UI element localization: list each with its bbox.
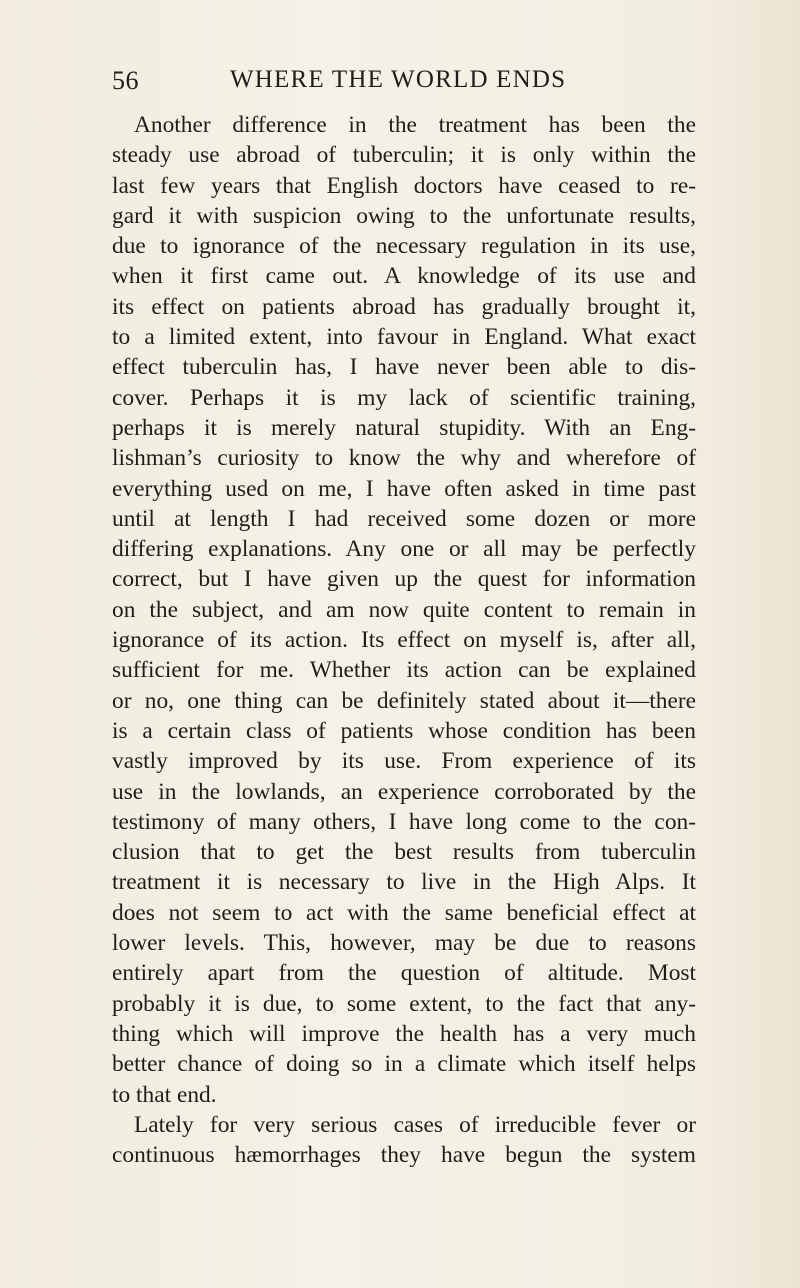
page-number: 56 — [112, 66, 139, 95]
text-line: is a certain class of patients whose condition has been — [112, 717, 696, 744]
text-line: gard it with suspicion owing to the unfortunate results, — [112, 202, 696, 229]
body-text — [112, 110, 696, 1170]
text-line: cover. Perhaps it is my lack of scientific training, — [112, 384, 696, 411]
text-line: Lately for very serious cases of irreducible fever or — [134, 1111, 696, 1138]
text-line: probably it is due, to some extent, to the fact that any- — [112, 990, 696, 1017]
text-line: thing which will improve the health has a very much — [112, 1020, 696, 1047]
text-line: Another difference in the treatment has been the — [134, 112, 696, 138]
text-line: last few years that English doctors have ceased to re- — [112, 172, 696, 199]
text-line: differing explanations. Any one or all may be perfectly — [112, 536, 696, 563]
page-header — [112, 66, 672, 100]
text-line: continuous hæmorrhages they have begun the system — [112, 1142, 696, 1169]
text-line: treatment it is necessary to live in the High Alps. It — [112, 869, 696, 896]
text-line: testimony of many others, I have long come to the con- — [112, 808, 696, 835]
text-line: due to ignorance of the necessary regulation in its use, — [112, 233, 696, 260]
text-line: or no, one thing can be definitely stated about it—there — [112, 687, 696, 714]
text-line: effect tuberculin has, I have never been able to dis- — [112, 354, 696, 381]
text-line: until at length I had received some dozen or more — [112, 505, 696, 532]
text-line: clusion that to get the best results from tuberculin — [112, 839, 696, 866]
text-line: on the subject, and am now quite content to remain in — [112, 596, 696, 623]
text-line: steady use abroad of tuberculin; it is only within the — [112, 142, 696, 169]
text-line: everything used on me, I have often asked in time past — [112, 475, 696, 502]
text-line: entirely apart from the question of altitude. Most — [112, 960, 696, 987]
text-line: does not seem to act with the same beneficial effect at — [112, 899, 696, 926]
text-line: to that end. — [112, 1081, 217, 1108]
running-title: WHERE THE WORLD ENDS — [230, 66, 567, 93]
text-line: lishman’s curiosity to know the why and wherefore of — [112, 445, 696, 472]
text-line: sufficient for me. Whether its action can be explained — [112, 657, 696, 684]
text-line: its effect on patients abroad has gradually brought it, — [112, 293, 696, 320]
text-line: correct, but I have given up the quest for information — [112, 566, 696, 593]
text-line: use in the lowlands, an experience corroborated by the — [112, 778, 696, 805]
text-line: vastly improved by its use. From experience of its — [112, 748, 696, 775]
text-line: lower levels. This, however, may be due to reasons — [112, 930, 696, 957]
text-line: better chance of doing so in a climate which itself helps — [112, 1051, 696, 1078]
text-line: when it first came out. A knowledge of its use and — [112, 263, 696, 290]
text-line: to a limited extent, into favour in England. What exact — [112, 324, 696, 351]
text-line: ignorance of its action. Its effect on myself is, after all, — [112, 627, 696, 654]
text-line: perhaps it is merely natural stupidity. With an Eng- — [112, 414, 696, 441]
